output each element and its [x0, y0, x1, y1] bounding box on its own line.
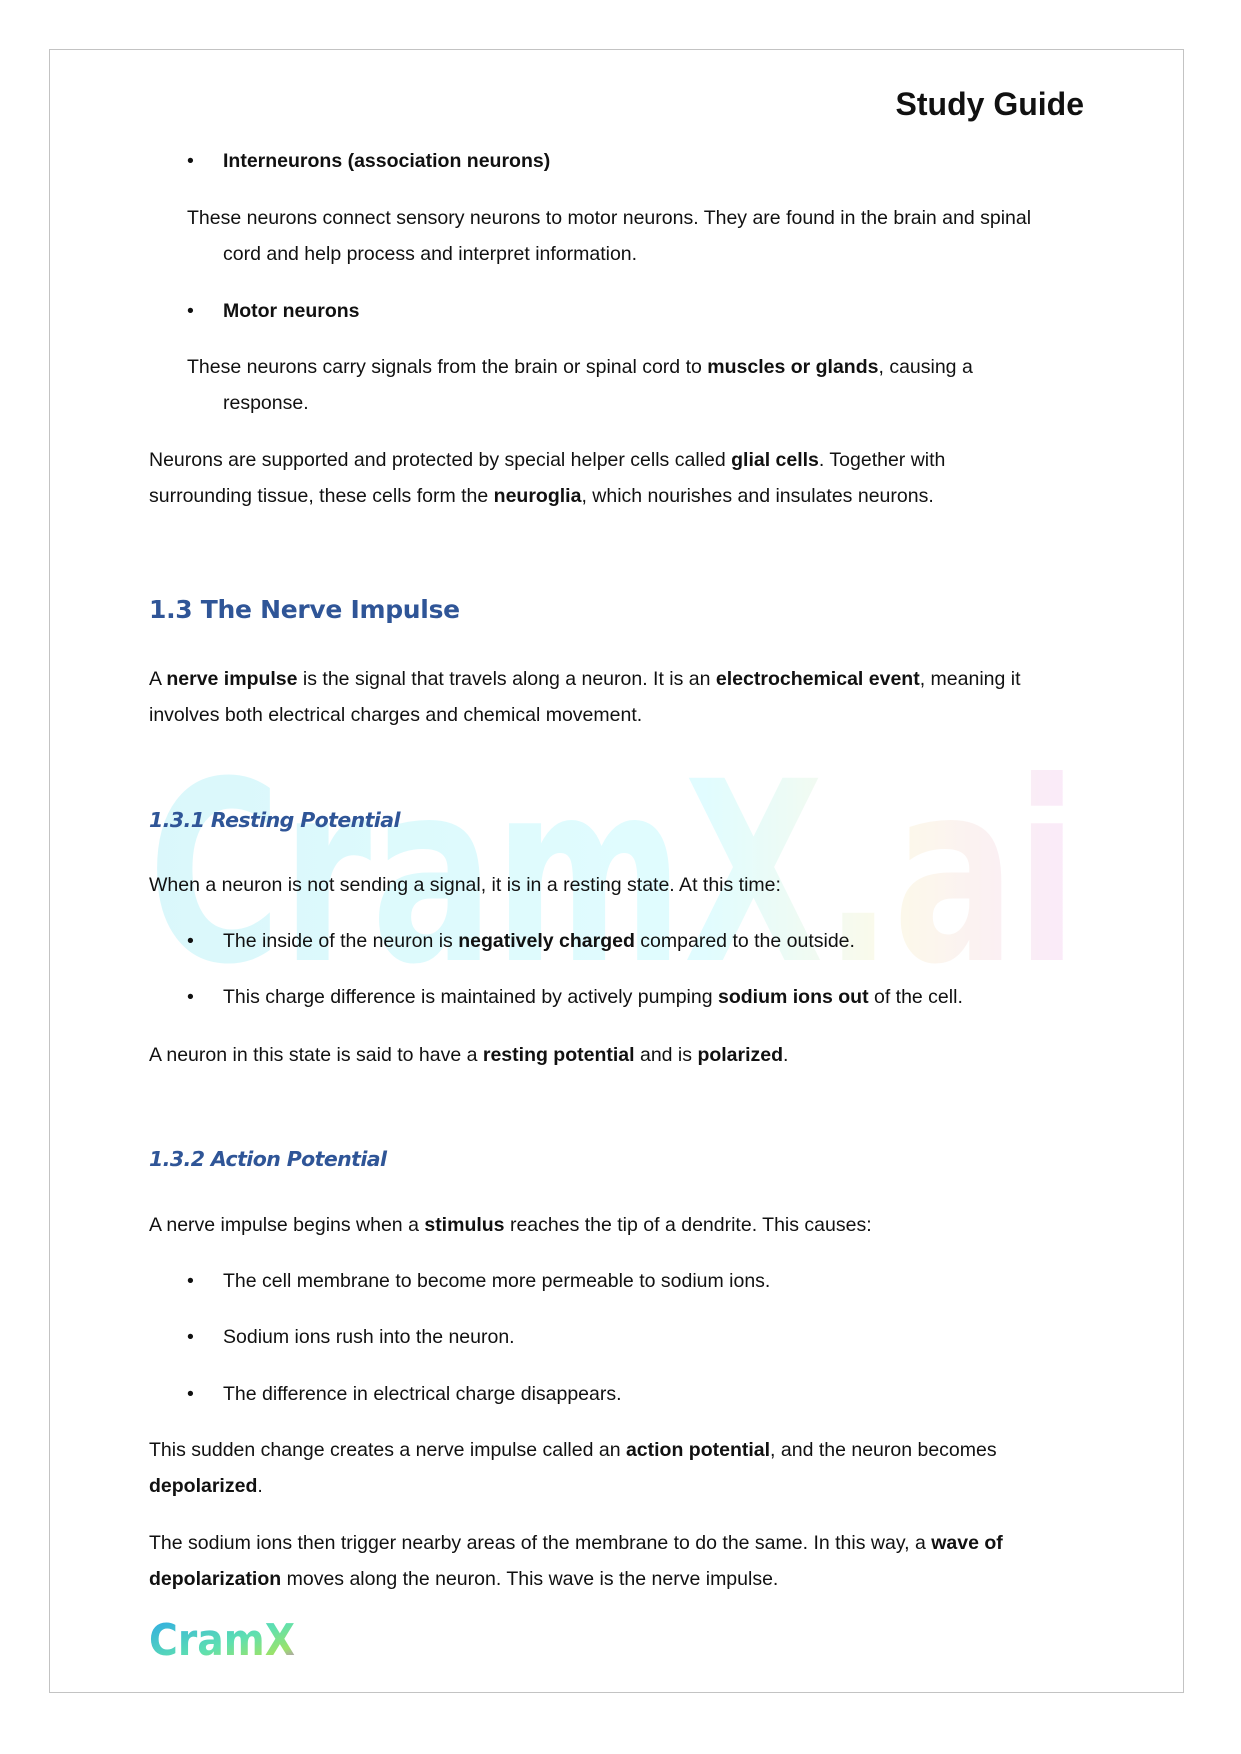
document-title: Study Guide: [895, 86, 1084, 122]
nerve-impulse-line1: A nerve impulse is the signal that travels along a neuron. It is an electrochemical event, meaning it: [149, 668, 1021, 690]
bullet-icon: •: [187, 930, 194, 952]
motor-neurons-heading: Motor neurons: [223, 300, 360, 322]
action-intro: A nerve impulse begins when a stimulus reaches the tip of a dendrite. This causes:: [149, 1214, 872, 1236]
action-paragraph2-line2: depolarization moves along the neuron. This wave is the nerve impulse.: [149, 1568, 779, 1590]
bullet-icon: •: [187, 150, 194, 172]
interneurons-heading: Interneurons (association neurons): [223, 150, 551, 172]
action-bullet-1: The cell membrane to become more permeable to sodium ions.: [223, 1270, 771, 1292]
subsection-heading-resting-potential: 1.3.1 Resting Potential: [149, 808, 400, 832]
bullet-icon: •: [187, 1270, 194, 1292]
bullet-icon: •: [187, 300, 194, 322]
svg-text:CramX.ai: CramX.ai: [148, 755, 1078, 970]
glial-paragraph-line1: Neurons are supported and protected by special helper cells called glial cells. Together with: [149, 449, 946, 471]
resting-bullet-2: This charge difference is maintained by actively pumping sodium ions out of the cell.: [223, 986, 963, 1008]
bullet-icon: •: [187, 1383, 194, 1405]
cramx-logo: [149, 1613, 297, 1663]
nerve-impulse-line2: involves both electrical charges and chemical movement.: [149, 704, 643, 726]
resting-summary: A neuron in this state is said to have a resting potential and is polarized.: [149, 1044, 789, 1066]
action-bullet-2: Sodium ions rush into the neuron.: [223, 1326, 515, 1348]
bullet-icon: •: [187, 1326, 194, 1348]
bullet-icon: •: [187, 986, 194, 1008]
motor-desc-line2: response.: [223, 392, 309, 414]
action-paragraph2-line1: The sodium ions then trigger nearby areas of the membrane to do the same. In this way, a wave of: [149, 1532, 1003, 1554]
glial-paragraph-line2: surrounding tissue, these cells form the neuroglia, which nourishes and insulates neurons.: [149, 485, 934, 507]
resting-bullet-1: The inside of the neuron is negatively charged compared to the outside.: [223, 930, 855, 952]
interneurons-desc-line2: cord and help process and interpret information.: [223, 243, 638, 265]
action-paragraph1-line2: depolarized.: [149, 1475, 263, 1497]
svg-text:CramX: CramX: [149, 1615, 296, 1663]
motor-desc-line1: These neurons carry signals from the brain or spinal cord to muscles or glands, causing a: [187, 356, 973, 378]
action-paragraph1-line1: This sudden change creates a nerve impulse called an action potential, and the neuron becomes: [149, 1439, 997, 1461]
resting-intro: When a neuron is not sending a signal, it is in a resting state. At this time:: [149, 874, 781, 896]
interneurons-desc-line1: These neurons connect sensory neurons to motor neurons. They are found in the brain and spinal: [187, 207, 1032, 229]
action-bullet-3: The difference in electrical charge disappears.: [223, 1383, 622, 1405]
subsection-heading-action-potential: 1.3.2 Action Potential: [149, 1147, 387, 1171]
section-heading-nerve-impulse: 1.3 The Nerve Impulse: [149, 595, 460, 624]
